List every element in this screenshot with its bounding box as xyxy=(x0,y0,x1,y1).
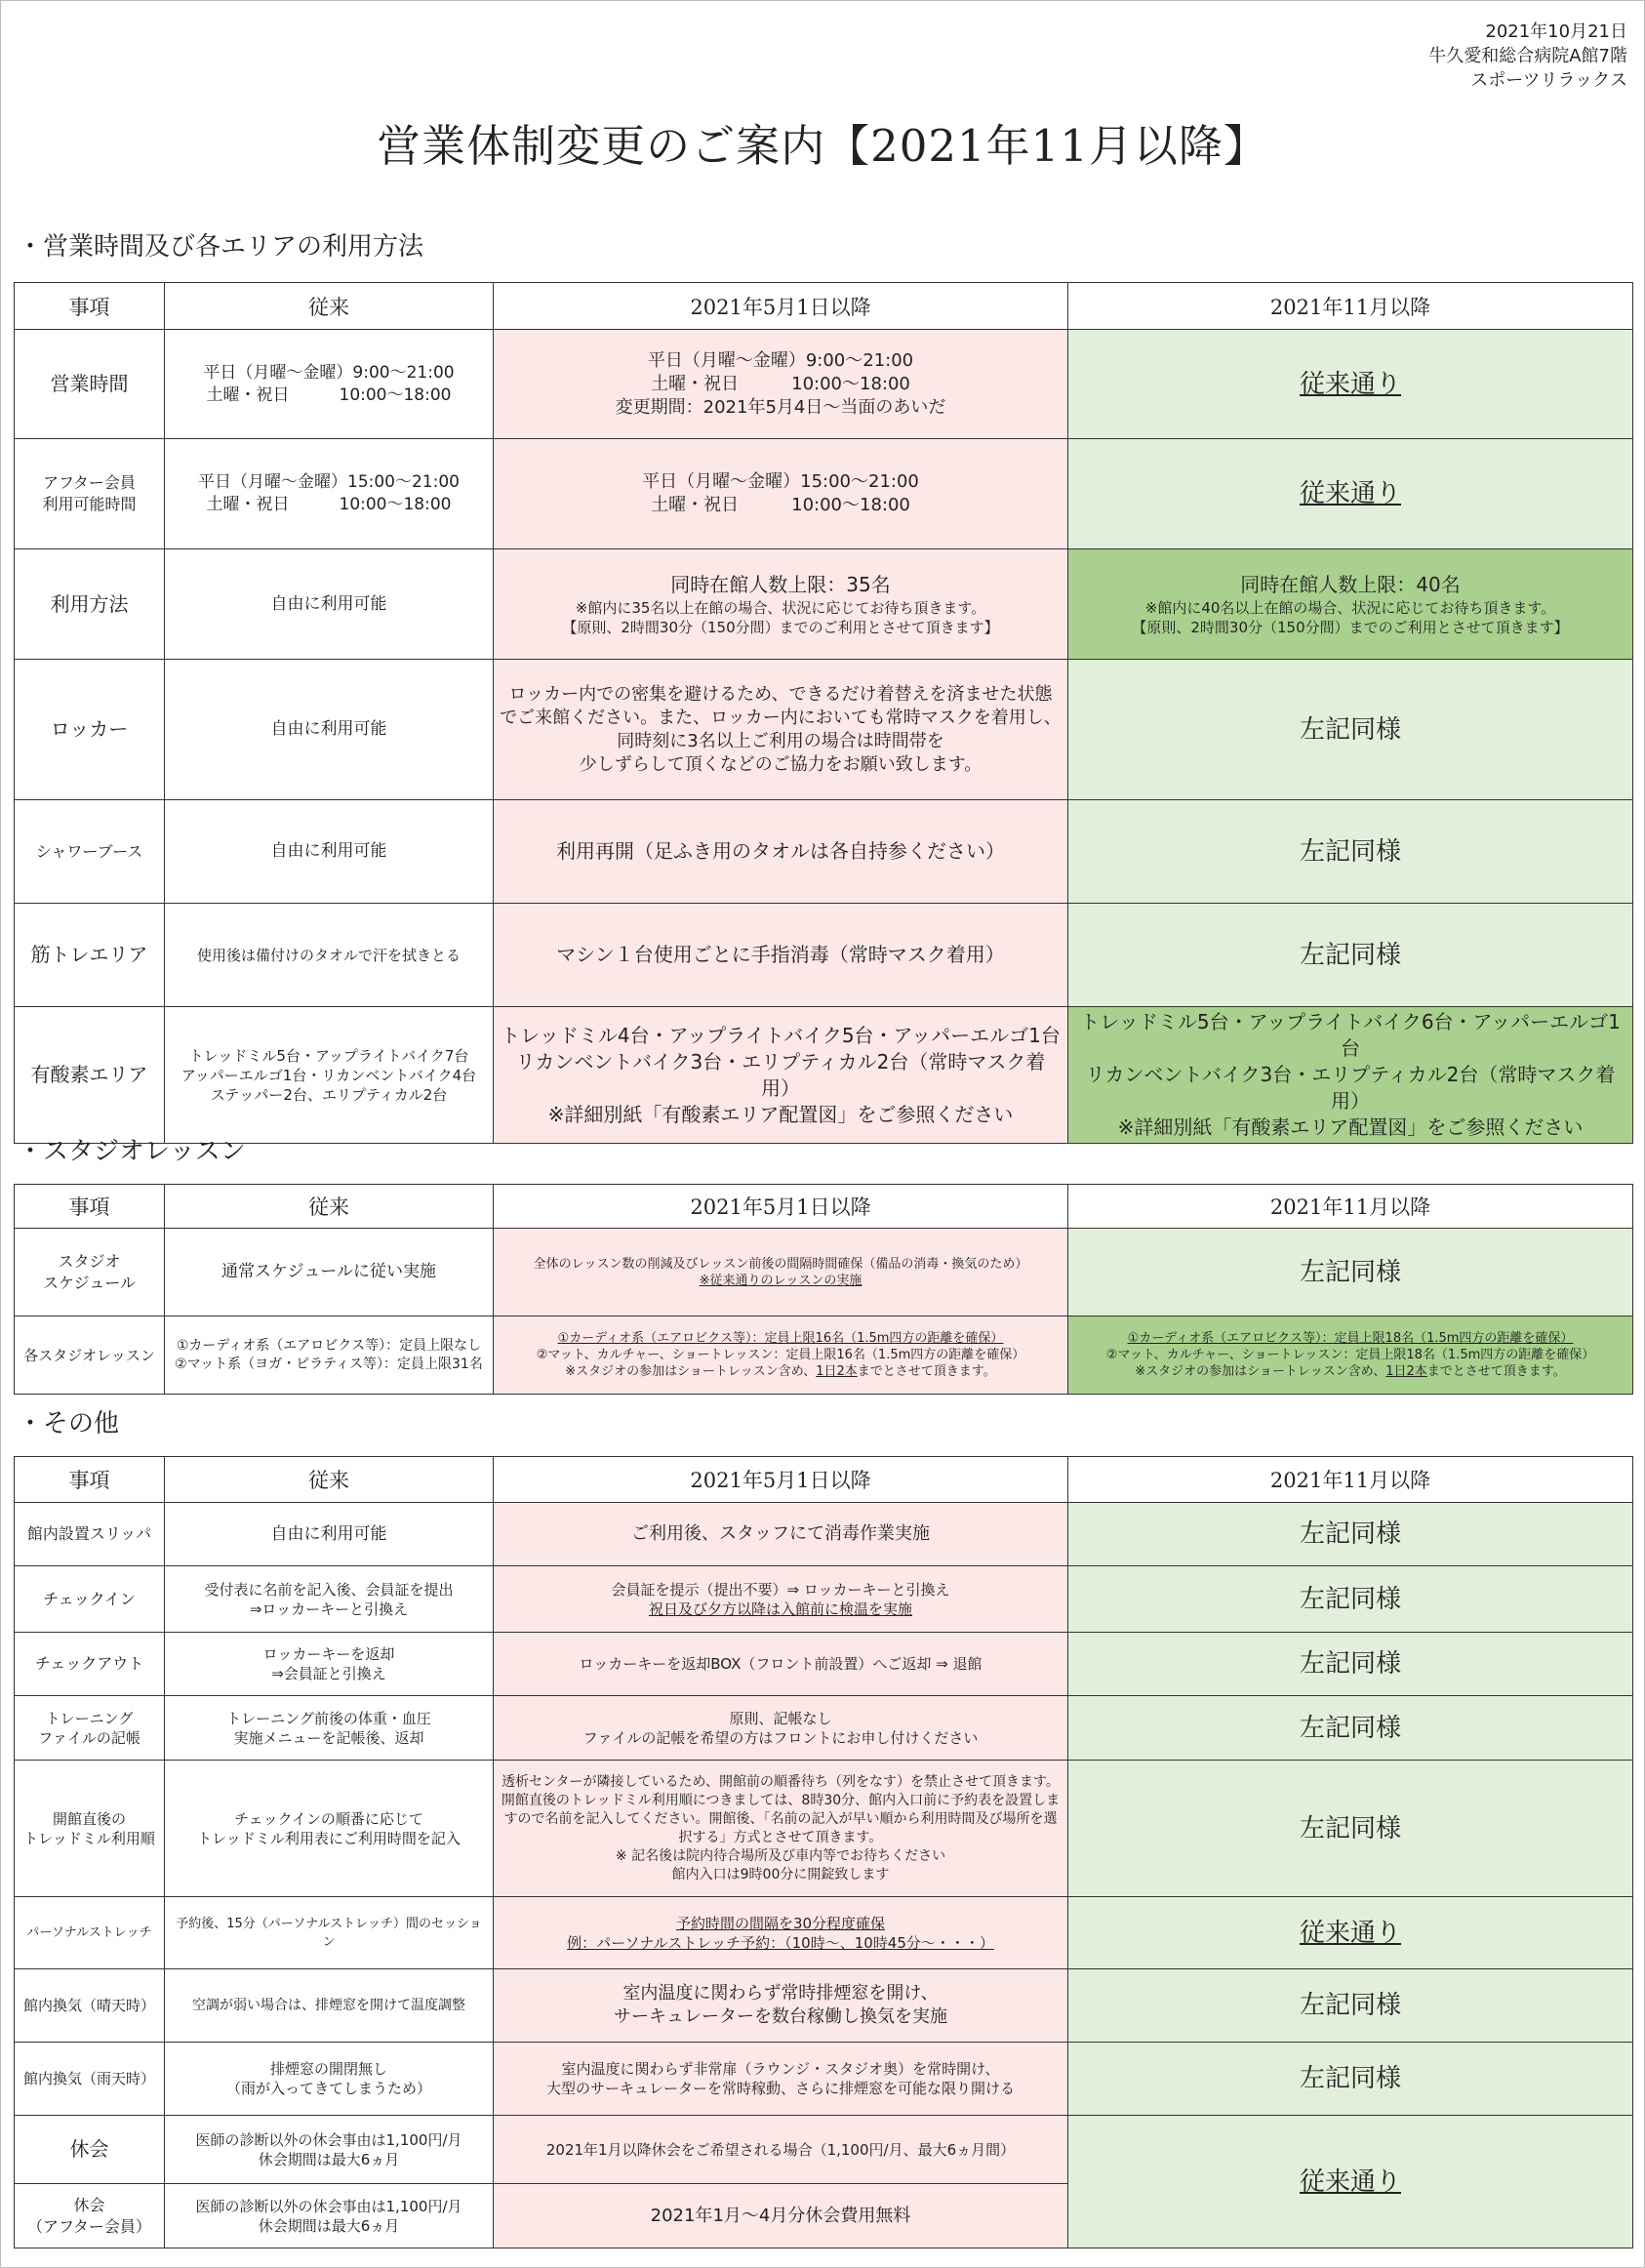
table-row xyxy=(15,2116,1633,2184)
section-heading-hours: ・営業時間及び各エリアの利用方法 xyxy=(18,232,424,262)
row-nov: 左記同様 xyxy=(1068,1969,1633,2043)
section-heading-other: ・その他 xyxy=(18,1409,120,1438)
may-capacity: 同時在館人数上限：35名 xyxy=(670,572,891,596)
nov-limit-count: 1日2本 xyxy=(1385,1364,1427,1379)
may-stretch-line1: 予約時間の間隔を30分程度確保 xyxy=(675,1914,886,1932)
col-previous-header: 従来 xyxy=(165,283,494,330)
row-previous: 自由に利用可能 xyxy=(165,549,494,660)
col-previous-header: 従来 xyxy=(165,1457,494,1503)
row-previous: チェックインの順番に応じて トレッドミル利用表にご利用時間を記入 xyxy=(165,1761,494,1897)
page-title: 営業体制変更のご案内【2021年11月以降】 xyxy=(377,120,1268,172)
row-previous: トレーニング前後の体重・血圧 実施メニューを記帳後、返却 xyxy=(165,1696,494,1761)
row-item: トレーニング ファイルの記帳 xyxy=(15,1696,165,1761)
row-item: スタジオ スケジュール xyxy=(15,1229,165,1316)
table-row xyxy=(15,1633,1633,1696)
table-row xyxy=(15,1566,1633,1633)
table-row xyxy=(15,904,1633,1007)
row-item: 営業時間 xyxy=(15,330,165,439)
row-item: 利用方法 xyxy=(15,549,165,660)
section-heading-studio: ・スタジオレッスン xyxy=(18,1137,246,1166)
col-nov-header: 2021年11月以降 xyxy=(1068,1185,1633,1229)
row-item: 館内換気（晴天時） xyxy=(15,1969,165,2043)
location: 牛久愛和総合病院A館7階 xyxy=(1428,46,1627,66)
row-nov: 左記同様 xyxy=(1068,1566,1633,1633)
table-row xyxy=(15,1316,1633,1395)
table-row xyxy=(15,1761,1633,1897)
row-previous: 受付表に名前を記入後、会員証を提出 ⇒ロッカーキーと引換え xyxy=(165,1566,494,1633)
row-may: 室内温度に関わらず常時排煙窓を開け、 サーキュレーターを数台稼働し換気を実施 xyxy=(494,1969,1068,2043)
row-nov: 左記同様 xyxy=(1068,1761,1633,1897)
row-item: チェックイン xyxy=(15,1566,165,1633)
row-may xyxy=(494,549,1068,660)
table-hours xyxy=(14,282,1633,1144)
table-row xyxy=(15,1229,1633,1316)
row-may: マシン１台使用ごとに手指消毒（常時マスク着用） xyxy=(494,904,1068,1007)
col-item-header: 事項 xyxy=(15,1457,165,1503)
row-previous: 空調が弱い場合は、排煙窓を開けて温度調整 xyxy=(165,1969,494,2043)
may-limit-text-a: ※スタジオの参加はショートレッスン含め、 xyxy=(565,1364,817,1379)
row-may: ロッカー内での密集を避けるため、できるだけ着替えを済ませた状態 でご来館ください。また、ロッカー内においても常時マスクを着用し、 同時刻に3名以上ご利用の場合は時間帯を 少しずらして頂くなどのご協力をお願い致します。 xyxy=(494,660,1068,800)
may-capacity-note: ※館内に35名以上在館の場合、状況に応じてお待ち頂きます。 【原則、2時間30分（150分間）までのご利用とさせて頂きます】 xyxy=(562,598,999,636)
row-item: 各スタジオレッスン xyxy=(15,1316,165,1395)
issue-date: 2021年10月21日 xyxy=(1485,21,1627,42)
row-may: 透析センターが隣接しているため、開館前の順番待ち（列をなす）を禁止させて頂きます。開館直後のトレッドミル利用順につきましては、8時30分、館内入口前に予約表を設置しますので名前を記入してください。開館後、「名前の記入が早い順から利用時間及び場所を選択する」方式とさせて頂きます。 ※ 記名後は院内待合場所及び車内等でお待ちください 館内入口は9時00分に開錠致します xyxy=(494,1761,1068,1897)
table-row xyxy=(15,1503,1633,1566)
table-row xyxy=(15,549,1633,660)
row-nov: 左記同様 xyxy=(1068,1503,1633,1566)
col-may-header: 2021年5月1日以降 xyxy=(494,1185,1068,1229)
may-limit-text-c: までとさせて頂きます。 xyxy=(857,1364,996,1379)
row-nov: 左記同様 xyxy=(1068,904,1633,1007)
may-schedule-line1: 全体のレッスン数の削減及びレッスン前後の間隔時間確保（備品の消毒・換気のため） xyxy=(533,1256,1028,1272)
row-nov: 左記同様 xyxy=(1068,2043,1633,2116)
table-header-row xyxy=(15,1185,1633,1229)
may-mat-capacity: ②マット、カルチャー、ショートレッスン：定員上限16名（1.5m四方の距離を確保） xyxy=(536,1348,1025,1362)
table-header-row xyxy=(15,283,1633,330)
table-row xyxy=(15,2043,1633,2116)
row-may: 平日（月曜～金曜）15:00～21:00 土曜・祝日 10:00～18:00 xyxy=(494,439,1068,549)
row-item: チェックアウト xyxy=(15,1633,165,1696)
row-may: ご利用後、スタッフにて消毒作業実施 xyxy=(494,1503,1068,1566)
facility-name: スポーツリラックス xyxy=(1470,70,1627,91)
table-studio xyxy=(14,1184,1633,1395)
row-may: 2021年1月～4月分休会費用無料 xyxy=(494,2184,1068,2248)
row-may xyxy=(494,1897,1068,1969)
may-stretch-line2: 例：パーソナルストレッチ予約：（10時～、10時45分～・・・） xyxy=(567,1933,994,1952)
row-nov: 従来通り xyxy=(1068,330,1633,439)
row-previous: 通常スケジュールに従い実施 xyxy=(165,1229,494,1316)
row-nov xyxy=(1068,549,1633,660)
col-may-header: 2021年5月1日以降 xyxy=(494,1457,1068,1503)
table-row xyxy=(15,800,1633,904)
row-nov: 左記同様 xyxy=(1068,660,1633,800)
col-may-header: 2021年5月1日以降 xyxy=(494,283,1068,330)
row-may xyxy=(494,1316,1068,1395)
row-item: シャワーブース xyxy=(15,800,165,904)
row-nov: 従来通り xyxy=(1068,1897,1633,1969)
may-lesson-limit xyxy=(500,1363,1062,1380)
may-checkin-line1: 会員証を提示（提出不要）⇒ ロッカーキーと引換え xyxy=(611,1580,950,1599)
table-row xyxy=(15,1696,1633,1761)
row-may: ロッカーキーを返却BOX（フロント前設置）へご返却 ⇒ 退館 xyxy=(494,1633,1068,1696)
row-may: 2021年1月以降休会をご希望される場合（1,100円/月、最大6ヵ月間） xyxy=(494,2116,1068,2184)
row-previous: トレッドミル5台・アップライトバイク7台 アッパーエルゴ1台・リカンベントバイク4台 ステッパー2台、エリプティカル2台 xyxy=(165,1007,494,1144)
row-item: 休会 （アフター会員） xyxy=(15,2184,165,2248)
row-previous: 医師の診断以外の休会事由は1,100円/月 休会期間は最大6ヵ月 xyxy=(165,2184,494,2248)
nov-mat-capacity: ②マット、カルチャー、ショートレッスン：定員上限18名（1.5m四方の距離を確保） xyxy=(1105,1348,1595,1362)
col-nov-header: 2021年11月以降 xyxy=(1068,1457,1633,1503)
row-item: 館内換気（雨天時） xyxy=(15,2043,165,2116)
row-item: アフター会員 利用可能時間 xyxy=(15,439,165,549)
row-item: 休会 xyxy=(15,2116,165,2184)
may-limit-count: 1日2本 xyxy=(816,1364,858,1379)
row-nov xyxy=(1068,1316,1633,1395)
nov-capacity: 同時在館人数上限：40名 xyxy=(1240,572,1461,596)
row-nov: 左記同様 xyxy=(1068,1633,1633,1696)
table-row xyxy=(15,660,1633,800)
may-checkin-line2: 祝日及び夕方以降は入館前に検温を実施 xyxy=(648,1600,912,1618)
row-item: 開館直後の トレッドミル利用順 xyxy=(15,1761,165,1897)
nov-cardio-capacity: ①カーディオ系（エアロビクス等）：定員上限18名（1.5m四方の距離を確保） xyxy=(1127,1331,1574,1346)
row-may: 利用再開（足ふき用のタオルは各自持参ください） xyxy=(494,800,1068,904)
nov-capacity-note: ※館内に40名以上在館の場合、状況に応じてお待ち頂きます。 【原則、2時間30分（150分間）までのご利用とさせて頂きます】 xyxy=(1132,598,1569,636)
row-previous: 自由に利用可能 xyxy=(165,660,494,800)
nov-limit-text-c: までとさせて頂きます。 xyxy=(1426,1364,1566,1379)
header-meta xyxy=(1428,20,1627,93)
table-header-row xyxy=(15,1457,1633,1503)
row-may xyxy=(494,1566,1068,1633)
col-item-header: 事項 xyxy=(15,1185,165,1229)
row-item: 有酸素エリア xyxy=(15,1007,165,1144)
table-row xyxy=(15,439,1633,549)
row-item: パーソナルストレッチ xyxy=(15,1897,165,1969)
nov-lesson-limit xyxy=(1074,1363,1626,1380)
col-nov-header: 2021年11月以降 xyxy=(1068,283,1633,330)
row-item: ロッカー xyxy=(15,660,165,800)
row-previous: 平日（月曜～金曜）15:00～21:00 土曜・祝日 10:00～18:00 xyxy=(165,439,494,549)
row-previous: 排煙窓の開閉無し （雨が入ってきてしまうため） xyxy=(165,2043,494,2116)
row-item: 筋トレエリア xyxy=(15,904,165,1007)
row-previous: ①カーディオ系（エアロビクス等）：定員上限なし ②マット系（ヨガ・ピラティス等）：定員上限31名 xyxy=(165,1316,494,1395)
row-may: 原則、記帳なし ファイルの記帳を希望の方はフロントにお申し付けください xyxy=(494,1696,1068,1761)
row-may: トレッドミル4台・アップライトバイク5台・アッパーエルゴ1台 リカンベントバイク3台・エリプティカル2台（常時マスク着用） ※詳細別紙「有酸素エリア配置図」をご参照ください xyxy=(494,1007,1068,1144)
row-may: 室内温度に関わらず非常扉（ラウンジ・スタジオ奥）を常時開け、 大型のサーキュレーターを常時稼動、さらに排煙窓を可能な限り開ける xyxy=(494,2043,1068,2116)
table-row xyxy=(15,1007,1633,1144)
row-nov: トレッドミル5台・アップライトバイク6台・アッパーエルゴ1台 リカンベントバイク3台・エリプティカル2台（常時マスク着用） ※詳細別紙「有酸素エリア配置図」をご参照ください xyxy=(1068,1007,1633,1144)
row-previous: 医師の診断以外の休会事由は1,100円/月 休会期間は最大6ヵ月 xyxy=(165,2116,494,2184)
row-nov: 従来通り xyxy=(1068,439,1633,549)
row-item: 館内設置スリッパ xyxy=(15,1503,165,1566)
table-row xyxy=(15,1969,1633,2043)
may-schedule-line2: ※従来通りのレッスンの実施 xyxy=(699,1273,863,1288)
row-may: 平日（月曜～金曜）9:00～21:00 土曜・祝日 10:00～18:00 変更期間：2021年5月4日～当面のあいだ xyxy=(494,330,1068,439)
table-other xyxy=(14,1456,1633,2248)
row-nov-kyukai: 従来通り xyxy=(1068,2116,1633,2248)
col-item-header: 事項 xyxy=(15,283,165,330)
row-nov: 左記同様 xyxy=(1068,800,1633,904)
row-may xyxy=(494,1229,1068,1316)
table-row xyxy=(15,1897,1633,1969)
nov-limit-text-a: ※スタジオの参加はショートレッスン含め、 xyxy=(1135,1364,1386,1379)
row-nov: 左記同様 xyxy=(1068,1229,1633,1316)
row-nov: 左記同様 xyxy=(1068,1696,1633,1761)
row-previous: 予約後、15分（パーソナルストレッチ）間のセッション xyxy=(165,1897,494,1969)
col-previous-header: 従来 xyxy=(165,1185,494,1229)
row-previous: 自由に利用可能 xyxy=(165,800,494,904)
row-previous: 平日（月曜～金曜）9:00～21:00 土曜・祝日 10:00～18:00 xyxy=(165,330,494,439)
row-previous: 自由に利用可能 xyxy=(165,1503,494,1566)
table-row xyxy=(15,330,1633,439)
row-previous: ロッカーキーを返却 ⇒会員証と引換え xyxy=(165,1633,494,1696)
may-cardio-capacity: ①カーディオ系（エアロビクス等）：定員上限16名（1.5m四方の距離を確保） xyxy=(557,1331,1004,1346)
row-previous: 使用後は備付けのタオルで汗を拭きとる xyxy=(165,904,494,1007)
